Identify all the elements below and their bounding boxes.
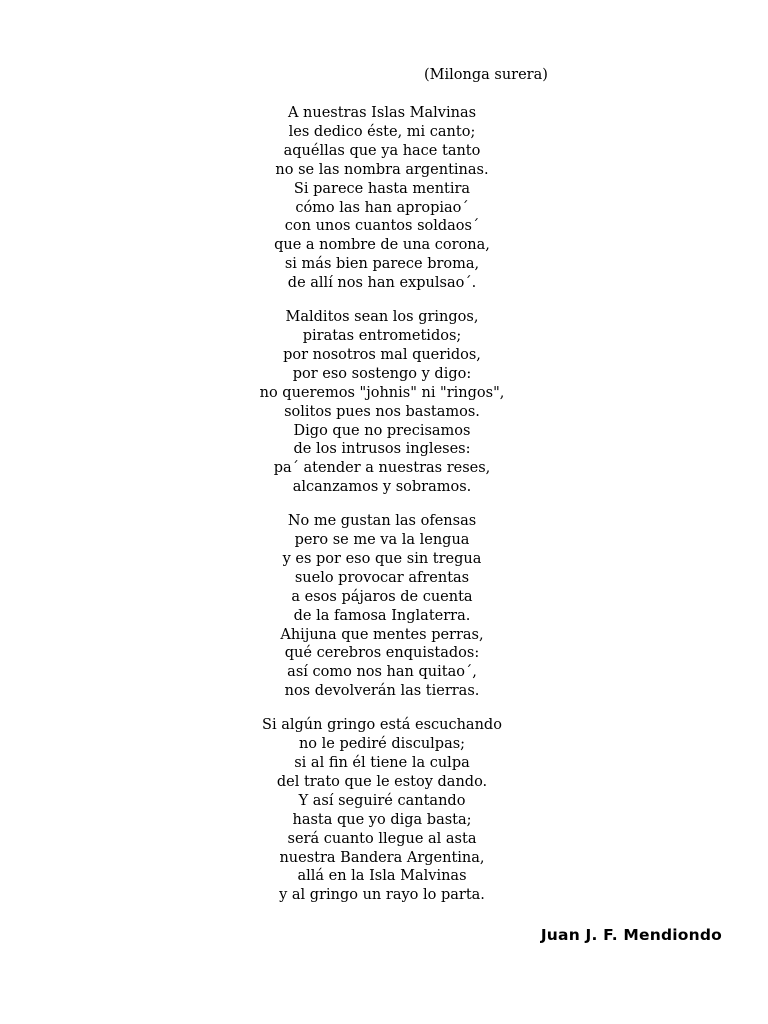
poem-line: del trato que le estoy dando.	[276, 773, 488, 790]
poem-line: nuestra Bandera Argentina,	[279, 849, 485, 866]
stanza-1	[232, 104, 532, 293]
poem-line: qué cerebros enquistados:	[284, 645, 480, 662]
stanza-4	[232, 716, 532, 905]
poem-line: que a nombre de una corona,	[274, 237, 490, 254]
poem-line: no se las nombra argentinas.	[275, 161, 489, 178]
poem-line: solitos pues nos bastamos.	[284, 403, 480, 420]
poem-line: cómo las han apropiao´	[295, 199, 469, 216]
poem-line: nos devolverán las tierras.	[284, 683, 480, 700]
poem-line: Ahijuna que mentes perras,	[280, 626, 484, 643]
poem-line: por eso sostengo y digo:	[292, 365, 472, 382]
poem-body	[232, 104, 532, 920]
poem-line: les dedico éste, mi canto;	[288, 123, 476, 140]
poem-line: alcanzamos y sobramos.	[292, 479, 472, 496]
poem-line: y es por eso que sin tregua	[282, 550, 482, 567]
poem-line: de allí nos han expulsao´.	[287, 275, 477, 292]
poem-line: allá en la Isla Malvinas	[297, 868, 467, 885]
author-name: Juan J. F. Mendiondo	[540, 926, 722, 944]
poem-line: pa´ atender a nuestras reses,	[273, 460, 491, 477]
poem-line: no queremos "johnis" ni "ringos",	[259, 384, 505, 401]
poem-line: pero se me va la lengua	[294, 532, 470, 549]
poem-line: aquéllas que ya hace tanto	[283, 142, 481, 159]
poem-line: Y así seguiré cantando	[298, 792, 466, 809]
poem-line: con unos cuantos soldaos´	[284, 218, 480, 235]
poem-line: suelo provocar afrentas	[294, 569, 470, 586]
poem-line: de la famosa Inglaterra.	[293, 607, 471, 624]
poem-line: hasta que yo diga basta;	[292, 811, 472, 828]
poem-line: Si algún gringo está escuchando	[262, 717, 502, 734]
poem-line: Digo que no precisamos	[293, 422, 471, 439]
poem-line: a esos pájaros de cuenta	[291, 588, 473, 605]
poem-line: si más bien parece broma,	[284, 256, 480, 273]
poem-line: y al gringo un rayo lo parta.	[279, 887, 485, 904]
poem-line: Si parece hasta mentira	[293, 180, 471, 197]
poem-line: así como nos han quitao´,	[287, 664, 477, 681]
stanza-2	[232, 308, 532, 497]
stanza-3	[232, 512, 532, 701]
poem-line: será cuanto llegue al asta	[287, 830, 477, 847]
poem-line: si al fin él tiene la culpa	[294, 755, 470, 771]
poem-line: No me gustan las ofensas	[287, 513, 477, 530]
poem-line: Malditos sean los gringos,	[285, 309, 479, 326]
poem-line: de los intrusos ingleses:	[293, 441, 471, 458]
poem-line: piratas entrometidos;	[302, 327, 462, 344]
poem-line: A nuestras Islas Malvinas	[287, 105, 477, 121]
poem-line: por nosotros mal queridos,	[283, 346, 481, 363]
poem-subtitle: (Milonga surera)	[424, 67, 548, 83]
poem-line: no le pediré disculpas;	[298, 736, 466, 753]
